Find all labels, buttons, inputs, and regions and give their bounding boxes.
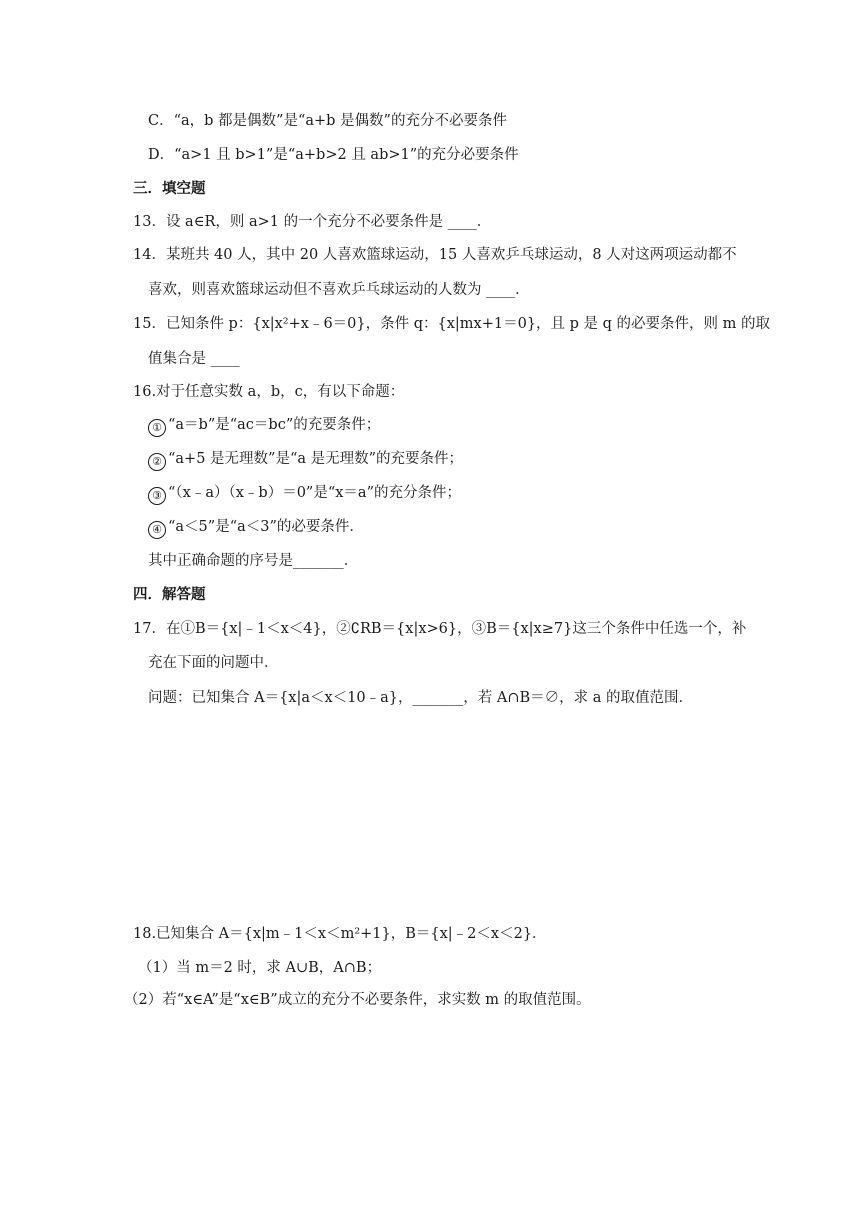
section-3-title: 三．填空题 bbox=[133, 180, 206, 197]
option-d: D．“a>1 且 b>1”是“a+b>2 且 ab>1”的充分必要条件 bbox=[148, 147, 519, 163]
section-4-title: 四．解答题 bbox=[133, 586, 206, 603]
question-18-stem: 18.已知集合 A＝{x|m﹣1＜x＜m²+1}，B＝{x|﹣2＜x＜2}． bbox=[133, 926, 547, 942]
question-17-line2: 充在下面的问题中． bbox=[148, 655, 279, 671]
question-17-line1: 17．在①B＝{x|﹣1＜x＜4}，②∁RB＝{x|x>6}，③B＝{x|x≥7}这三个条件中任选一个，补 bbox=[133, 621, 747, 637]
circled-number: ① bbox=[148, 419, 166, 437]
question-16-answer: 其中正确命题的序号是_______． bbox=[148, 553, 359, 569]
question-16-item bbox=[148, 517, 364, 539]
question-16-item bbox=[148, 449, 463, 471]
question-14-line2: 喜欢，则喜欢篮球运动但不喜欢乒乓球运动的人数为 ____． bbox=[148, 282, 530, 298]
question-15-line1: 15．已知条件 p：{x|x²+x﹣6＝0}，条件 q：{x|mx+1＝0}，且 p 是 q 的必要条件，则 m 的取 bbox=[133, 316, 771, 332]
question-16-item bbox=[148, 415, 380, 437]
option-c: C．“a，b 都是偶数”是“a+b 是偶数”的充分不必要条件 bbox=[148, 113, 507, 129]
item-text: “（x﹣a）（x﹣b）＝0”是“x＝a”的充分条件； bbox=[168, 485, 461, 501]
item-text: “a＝b”是“ac＝bc”的充要条件； bbox=[168, 417, 381, 433]
question-14-line1: 14．某班共 40 人，其中 20 人喜欢篮球运动，15 人喜欢乒乓球运动，8 人对这两项运动都不 bbox=[133, 247, 737, 263]
circled-number: ④ bbox=[148, 521, 166, 539]
question-17-line3: 问题：已知集合 A＝{x|a＜x＜10﹣a}，_______，若 A∩B＝∅，求 a 的取值范围． bbox=[148, 690, 694, 706]
item-text: “a＜5”是“a＜3”的必要条件． bbox=[168, 519, 364, 535]
question-15-line2: 值集合是 ____ bbox=[148, 351, 240, 367]
question-18-part2: （2）若“x∈A”是“x∈B”成立的充分不必要条件，求实数 m 的取值范围。 bbox=[124, 992, 591, 1008]
question-16-stem: 16.对于任意实数 a，b，c，有以下命题： bbox=[133, 384, 405, 400]
question-18-part1: （1）当 m＝2 时，求 A∪B，A∩B； bbox=[138, 960, 382, 976]
circled-number: ② bbox=[148, 453, 166, 471]
item-text: “a+5 是无理数”是“a 是无理数”的充要条件； bbox=[168, 451, 464, 467]
question-13: 13．设 a∈R，则 a>1 的一个充分不必要条件是 ____． bbox=[133, 214, 492, 230]
question-16-item bbox=[148, 483, 461, 505]
circled-number: ③ bbox=[148, 487, 166, 505]
